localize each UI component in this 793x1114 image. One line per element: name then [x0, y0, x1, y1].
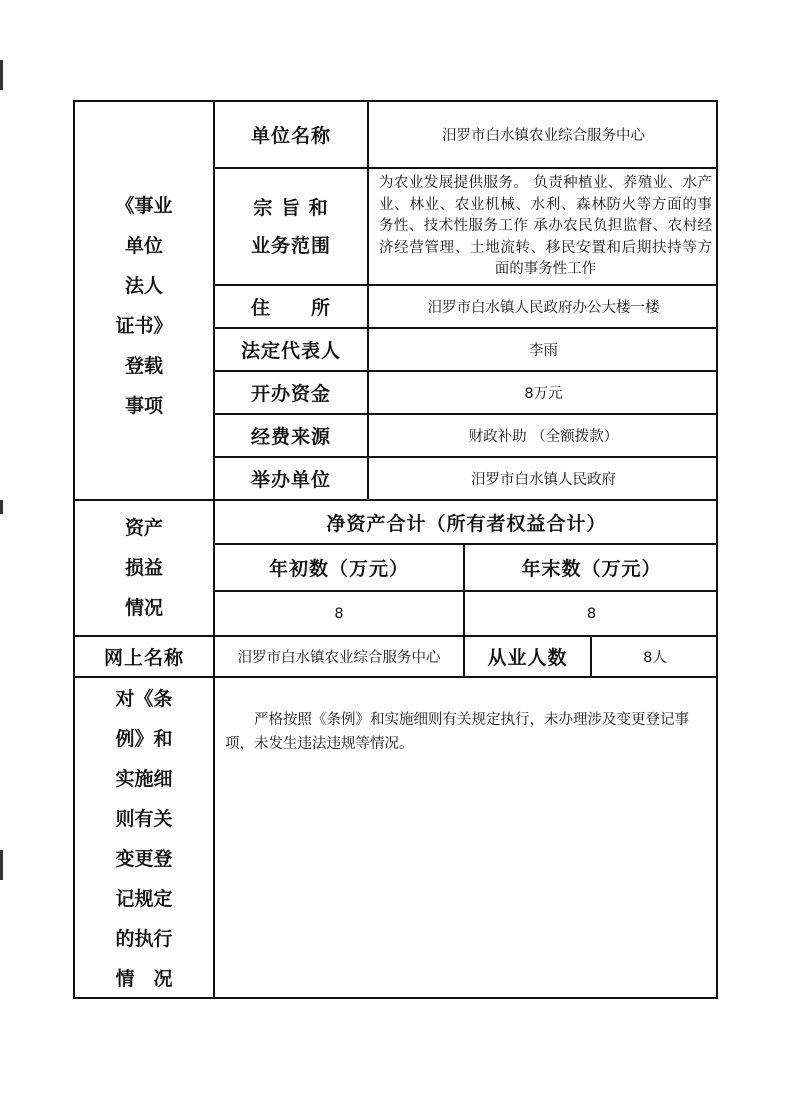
compliance-label-line: 记规定 — [115, 887, 173, 910]
compliance-label-line: 的执行 — [115, 927, 173, 950]
legal-representative-value: 李雨 — [529, 343, 558, 359]
assets-section-label — [75, 501, 213, 635]
address-value: 汨罗市白水镇人民政府办公大楼一楼 — [427, 300, 660, 316]
assets-label-line: 损益 — [124, 557, 163, 579]
registry-label-line: 事项 — [124, 394, 163, 417]
registry-label-line: 证书》 — [115, 314, 173, 337]
registry-label-line: 法人 — [124, 274, 163, 297]
end-of-year-value: 8 — [586, 605, 597, 622]
unit-name-value: 汨罗市白水镇农业综合服务中心 — [442, 128, 645, 144]
scan-edge-mark — [0, 850, 3, 880]
compliance-section-label — [75, 678, 213, 999]
funding-source-value: 财政补助 （全额拨款） — [468, 429, 619, 445]
registry-section-label — [75, 102, 213, 499]
registry-label-line: 《事业 — [115, 194, 173, 217]
registry-label-line: 单位 — [124, 234, 163, 257]
net-assets-header: 净资产合计（所有者权益合计） — [326, 512, 607, 535]
start-of-year-value: 8 — [334, 605, 344, 622]
business-scope-value: 为农业发展提供服务。 负责种植业、养殖业、水产业、林业、农业机械、水利、森林防火等方面的事务性、技术性服务工作 承办农民负担监督、农村经济经营管理、土地流转、移民安置和后期扶持等方面的事务性工作 — [379, 175, 712, 277]
address-label: 住 所 — [250, 297, 331, 319]
funding-source-label: 经费来源 — [250, 426, 331, 448]
scan-edge-mark — [0, 60, 3, 90]
compliance-label-line: 实施细 — [115, 767, 173, 790]
business-scope-label — [215, 169, 367, 284]
end-of-year-header: 年末数（万元） — [521, 558, 662, 580]
business-scope-label-line: 宗 旨 和 — [253, 196, 329, 219]
compliance-label-line: 对《条 — [115, 687, 173, 710]
compliance-label-line: 例》和 — [115, 727, 173, 750]
legal-representative-label: 法定代表人 — [240, 340, 341, 362]
registration-form — [73, 100, 718, 999]
sponsor-value: 汨罗市白水镇人民政府 — [471, 472, 616, 488]
compliance-label-line: 情 况 — [115, 967, 173, 990]
compliance-text: 严格按照《条例》和实施细则有关规定执行，未办理涉及变更登记事项，未发生违法违规等情况。 — [225, 712, 689, 752]
scan-edge-mark — [0, 500, 3, 514]
unit-name-label: 单位名称 — [250, 125, 331, 147]
business-scope-label-line: 业务范围 — [250, 234, 331, 257]
staff-count-label: 从业人数 — [487, 647, 568, 669]
sponsor-label: 举办单位 — [250, 469, 331, 491]
compliance-label-line: 则有关 — [115, 807, 173, 830]
start-of-year-header: 年初数（万元） — [268, 558, 409, 580]
assets-label-line: 情况 — [124, 597, 163, 619]
online-name-label: 网上名称 — [103, 647, 184, 669]
assets-label-line: 资产 — [124, 517, 163, 539]
registry-label-line: 登载 — [124, 354, 163, 377]
capital-value: 8万元 — [524, 386, 563, 402]
staff-count-value: 8人 — [643, 650, 667, 666]
online-name-value: 汨罗市白水镇农业综合服务中心 — [237, 650, 441, 666]
compliance-label-line: 变更登 — [115, 847, 173, 870]
capital-label: 开办资金 — [250, 383, 331, 405]
